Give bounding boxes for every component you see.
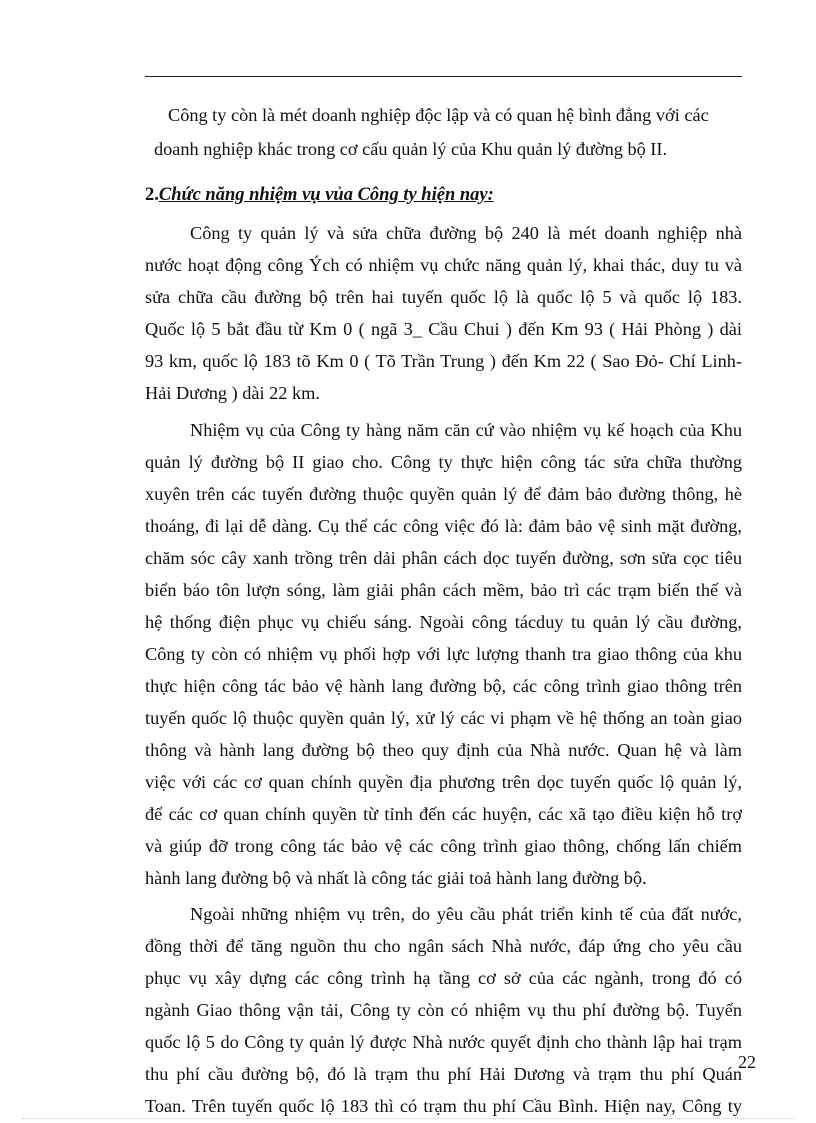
- section-heading: [145, 185, 494, 206]
- paragraph-line: Ngoài những nhiệm vụ trên, do yêu cầu phát triển kinh tế của đất nước,: [190, 904, 742, 924]
- paragraph-line: hệ thống điện phục vụ chiếu sáng. Ngoài công tácduy tu quản lý cầu đường,: [145, 612, 742, 632]
- section-title: Chức năng nhiệm vụ vủa Công ty hiện nay:: [158, 185, 494, 205]
- paragraph-line: 93 km, quốc lộ 183 tõ Km 0 ( Tõ Trần Trung ) đến Km 22 ( Sao Đỏ- Chí Linh-: [145, 351, 742, 371]
- paragraph-line: thông và hành lang đường bộ theo quy định của Nhà nước. Quan hệ và làm: [145, 740, 742, 760]
- paragraph-line: thoáng, đi lại dễ dàng. Cụ thể các công việc đó là: đảm bảo vệ sinh mặt đường,: [145, 516, 742, 536]
- paragraph-line: quản lý đường bộ II giao cho. Công ty thực hiện công tác sửa chữa thường: [145, 452, 742, 472]
- paragraph-line: thực hiện công tác bảo vệ hành lang đường bộ, các công trình giao thông trên: [145, 676, 742, 696]
- intro-line: Công ty còn là mét doanh nghiệp độc lập và có quan hệ bình đẳng với các: [168, 105, 709, 125]
- bottom-dotted-rule: [22, 1118, 794, 1119]
- paragraph-line: phục vụ xây dựng các công trình hạ tầng cơ sở của các ngành, trong đó có: [145, 968, 742, 988]
- paragraph-line: thu phí cầu đường bộ, đó là trạm thu phí Hải Dương và trạm thu phí Quán: [145, 1064, 742, 1084]
- paragraph-line: sửa chữa cầu đường bộ trên hai tuyến quốc lộ là quốc lộ 5 và quốc lộ 183.: [145, 287, 742, 307]
- paragraph-line: Công ty quản lý và sửa chữa đường bộ 240 là mét doanh nghiệp nhà: [190, 223, 742, 243]
- section-number: 2.: [145, 185, 159, 205]
- paragraph-line: hành lang đường bộ và nhất là công tác giải toả hành lang đường bộ.: [145, 868, 647, 888]
- header-rule: [145, 76, 742, 77]
- paragraph-line: Nhiệm vụ của Công ty hàng năm căn cứ vào nhiệm vụ kế hoạch của Khu: [190, 420, 742, 440]
- paragraph-line: nước hoạt động công Ých có nhiệm vụ chức năng quản lý, khai thác, duy tu và: [145, 255, 742, 275]
- paragraph-line: Hải Dương ) dài 22 km.: [145, 383, 320, 403]
- paragraph-line: Toan. Trên tuyến quốc lộ 183 thì có trạm thu phí Cầu Bình. Hiện nay, Công ty: [145, 1096, 742, 1116]
- paragraph-line: chăm sóc cây xanh trồng trên dải phân cách dọc tuyến đường, sơn sửa cọc tiêu: [145, 548, 742, 568]
- paragraph-line: biển báo tôn lượn sóng, làm giải phân cách mềm, bảo trì các trạm biến thế và: [145, 580, 742, 600]
- paragraph-line: việc với các cơ quan chính quyền địa phương trên dọc tuyến quốc lộ quản lý,: [145, 772, 742, 792]
- paragraph-line: để các cơ quan chính quyền từ tỉnh đến các huyện, các xã tạo điều kiện hỗ trợ: [145, 804, 742, 824]
- paragraph-line: ngành Giao thông vận tải, Công ty còn có nhiệm vụ thu phí đường bộ. Tuyến: [145, 1000, 742, 1020]
- paragraph-line: Quốc lộ 5 bắt đầu từ Km 0 ( ngã 3_ Cầu Chui ) đến Km 93 ( Hải Phòng ) dài: [145, 319, 742, 339]
- paragraph-line: và giúp đỡ trong công tác bảo vệ các công trình giao thông, chống lấn chiếm: [145, 836, 742, 856]
- paragraph-line: xuyên trên các tuyến đường thuộc quyền quản lý để đảm bảo đường thông, hè: [145, 484, 742, 504]
- paragraph-line: quốc lộ 5 do Công ty quản lý được Nhà nước quyết định cho thành lập hai trạm: [145, 1032, 742, 1052]
- intro-line: doanh nghiệp khác trong cơ cấu quản lý của Khu quản lý đường bộ II.: [154, 139, 668, 159]
- page-number: 22: [738, 1052, 756, 1072]
- paragraph-line: tuyến quốc lộ thuộc quyền quản lý, xử lý các vi phạm về hệ thống an toàn giao: [145, 708, 742, 728]
- paragraph-line: Công ty còn có nhiệm vụ phối hợp với lực lượng thanh tra giao thông của khu: [145, 644, 742, 664]
- paragraph-line: đồng thời để tăng nguồn thu cho ngân sách Nhà nước, đáp ứng cho yêu cầu: [145, 936, 742, 956]
